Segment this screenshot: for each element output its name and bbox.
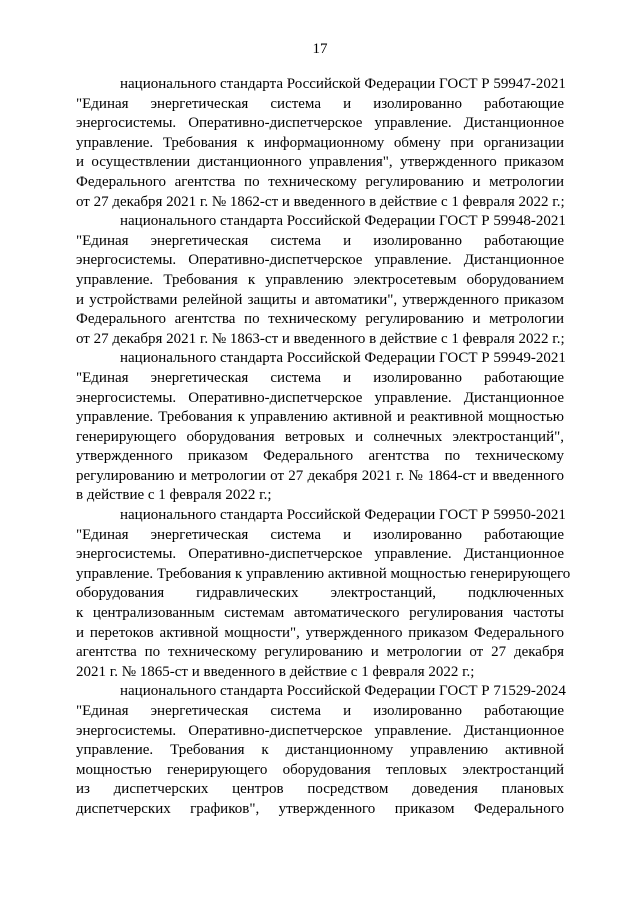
text-line: 2021 г. № 1865-ст и введенного в действие с 1 февраля 2022 г.; xyxy=(76,663,475,680)
text-line: и осуществлении дистанционного управления", утвержденного приказом xyxy=(76,154,564,171)
page-number: 17 xyxy=(312,41,328,57)
text-line: управление. Требования к дистанционному управлению активной xyxy=(76,742,564,759)
text-line: национального стандарта Российской Федерации ГОСТ Р 59949-2021 xyxy=(120,350,566,367)
text-line: управление. Требования к информационному обмену при организации xyxy=(76,134,564,151)
text-line: и устройствами релейной защиты и автоматики", утвержденного приказом xyxy=(76,291,564,308)
text-line: от 27 декабря 2021 г. № 1863-ст и введенного в действие с 1 февраля 2022 г.; xyxy=(76,330,565,347)
text-line: энергосистемы. Оперативно-диспетчерское управление. Дистанционное xyxy=(76,115,564,132)
text-line: управление. Требования к управлению активной и реактивной мощностью xyxy=(76,409,564,426)
text-line: Федерального агентства по техническому регулированию и метрологии xyxy=(76,311,564,328)
paragraph-gost-59950 xyxy=(76,506,571,682)
text-line: Федерального агентства по техническому регулированию и метрологии xyxy=(76,173,564,190)
text-line: энергосистемы. Оперативно-диспетчерское управление. Дистанционное xyxy=(76,389,564,406)
document-body xyxy=(76,75,571,820)
text-line: "Единая энергетическая система и изолированно работающие xyxy=(76,369,564,386)
text-line: управление. Требования к управлению активной мощностью генерирующего xyxy=(76,565,571,582)
text-line: национального стандарта Российской Федерации ГОСТ Р 59947-2021 xyxy=(120,76,566,92)
text-line: генерирующего оборудования ветровых и солнечных электростанций", xyxy=(76,428,564,445)
paragraph-gost-71529 xyxy=(76,682,564,819)
text-line: управление. Требования к управлению электросетевым оборудованием xyxy=(76,271,564,288)
text-line: агентства по техническому регулированию и метрологии от 27 декабря xyxy=(76,644,564,661)
text-line: и перетоков активной мощности", утвержденного приказом Федерального xyxy=(76,624,564,641)
text-line: от 27 декабря 2021 г. № 1862-ст и введенного в действие с 1 февраля 2022 г.; xyxy=(76,193,565,210)
text-line: из диспетчерских центров посредством доведения плановых xyxy=(76,781,564,798)
text-line: в действие с 1 февраля 2022 г.; xyxy=(76,487,272,504)
text-line: национального стандарта Российской Федерации ГОСТ Р 71529-2024 xyxy=(120,683,566,700)
text-line: национального стандарта Российской Федерации ГОСТ Р 59948-2021 xyxy=(120,213,566,230)
text-line: регулированию и метрологии от 27 декабря 2021 г. № 1864-ст и введенного xyxy=(76,467,564,484)
text-line: диспетчерских графиков", утвержденного приказом Федерального xyxy=(76,800,564,817)
text-line: энергосистемы. Оперативно-диспетчерское управление. Дистанционное xyxy=(76,722,564,739)
text-line: мощностью генерирующего оборудования тепловых электростанций xyxy=(76,761,564,778)
paragraph-gost-59948 xyxy=(76,212,564,349)
paragraph-gost-59947 xyxy=(76,75,564,212)
text-line: утвержденного приказом Федерального агентства по техническому xyxy=(76,448,564,465)
text-line: "Единая энергетическая система и изолированно работающие xyxy=(76,703,564,719)
text-line: "Единая энергетическая система и изолированно работающие xyxy=(76,526,564,543)
text-line: "Единая энергетическая система и изолированно работающие xyxy=(76,232,564,249)
text-line: национального стандарта Российской Федерации ГОСТ Р 59950-2021 xyxy=(120,507,566,524)
text-line: к централизованным системам автоматического регулирования частоты xyxy=(76,605,564,622)
text-line: оборудования гидравлических электростанций, подключенных xyxy=(76,585,564,602)
text-line: "Единая энергетическая система и изолированно работающие xyxy=(76,95,564,112)
text-line: энергосистемы. Оперативно-диспетчерское управление. Дистанционное xyxy=(76,252,564,269)
text-line: энергосистемы. Оперативно-диспетчерское управление. Дистанционное xyxy=(76,546,564,563)
paragraph-gost-59949 xyxy=(76,349,564,506)
